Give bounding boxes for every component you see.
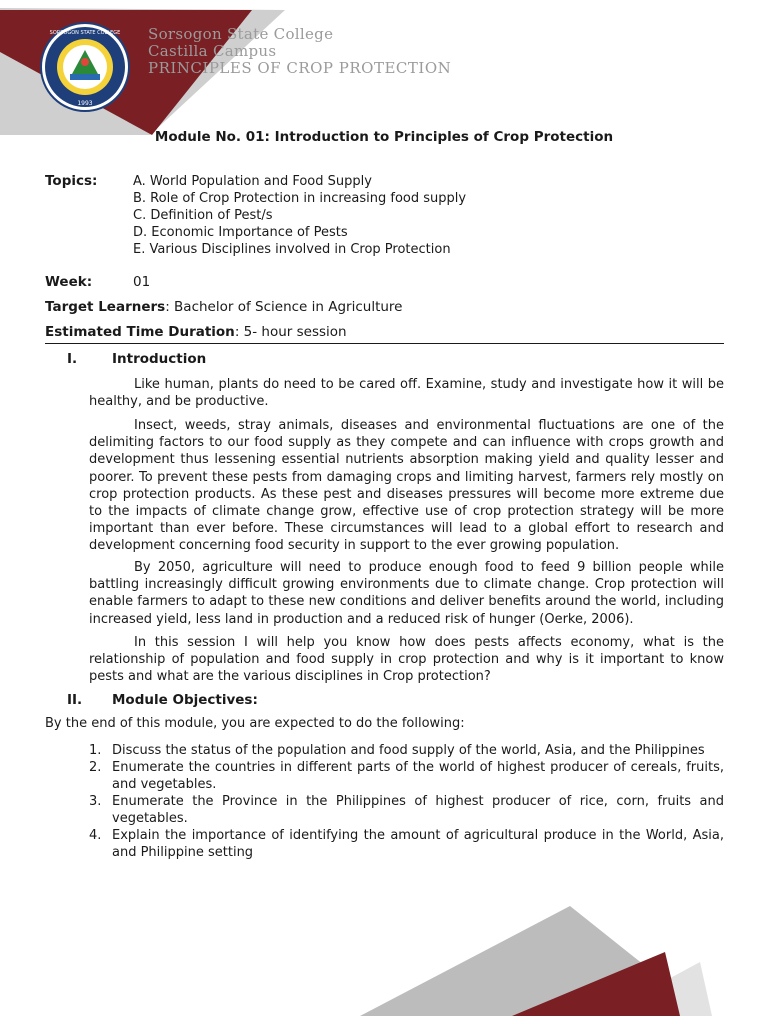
module-title: Module No. 01: Introduction to Principles of Crop Protection	[154, 129, 614, 145]
objective-text: Enumerate the Province in the Philippines of highest producer of rice, corn, fruits and vegetables.	[112, 794, 724, 826]
objective-text: Discuss the status of the population and food supply of the world, Asia, and the Philippines	[112, 743, 705, 758]
objective-item	[89, 827, 724, 861]
topics-label: Topics:	[45, 173, 98, 189]
topic-item: C. Definition of Pest/s	[133, 208, 273, 223]
objectives-list	[89, 742, 724, 861]
institution-header	[148, 26, 451, 77]
objective-text: Explain the importance of identifying the amount of agricultural produce in the World, Asia, and Philippine setting	[112, 828, 724, 860]
intro-paragraph: By 2050, agriculture will need to produce enough food to feed 9 billion people while battling increasingly difficult growing environments due to climate change. Crop protection will enable farmers to adapt to these new conditions and deliver benefits around the world, including increased yield, less land in production and a reduced risk of hunger (Oerke, 2006).	[89, 560, 724, 627]
section-divider	[45, 343, 724, 344]
topic-item: E. Various Disciplines involved in Crop Protection	[133, 242, 451, 257]
topics-list	[133, 173, 466, 258]
seal-text-top: SORSOGON STATE COLLEGE	[49, 30, 121, 36]
objective-item	[89, 759, 724, 793]
objective-number: 2.	[89, 760, 102, 775]
objectives-lead: By the end of this module, you are expected to do the following:	[45, 716, 465, 731]
objective-number: 1.	[89, 743, 102, 758]
campus-name: Castilla Campus	[148, 42, 277, 60]
footer-banner	[0, 880, 768, 1024]
target-row	[45, 299, 402, 315]
duration-label: Estimated Time Duration	[45, 324, 235, 340]
target-label: Target Learners	[45, 299, 166, 315]
topic-item: D. Economic Importance of Pests	[133, 225, 348, 240]
duration-row	[45, 324, 347, 340]
objectives-numeral: II.	[67, 692, 83, 708]
objective-item	[89, 793, 724, 827]
intro-paragraph: In this session I will help you know how does pests affects economy, what is the relationship of population and food supply in crop protection and why is it important to know pests and what are the various disciplines in Crop protection?	[89, 635, 724, 685]
college-seal-icon	[40, 22, 130, 112]
objective-number: 4.	[89, 828, 102, 843]
week-label: Week:	[45, 274, 93, 290]
college-name: Sorsogon State College	[148, 25, 334, 43]
intro-paragraph: Like human, plants do need to be cared off. Examine, study and investigate how it will be healthy, and be productive.	[89, 377, 724, 410]
duration-value: : 5- hour session	[234, 324, 347, 340]
seal-year: 1993	[77, 100, 93, 107]
week-row	[45, 274, 92, 290]
objectives-heading: Module Objectives:	[112, 692, 258, 708]
week-value: 01	[133, 274, 151, 290]
topic-item: A. World Population and Food Supply	[133, 174, 372, 189]
intro-paragraph: Insect, weeds, stray animals, diseases and environmental fluctuations are one of the delimiting factors to our food supply as they compete and can influence with crops growth and development thus lessening essential nutrients absorption making yield and quality lesser and poorer. To prevent these pests from damaging crops and limiting harvest, farmers rely mostly on crop protection products. As these pest and diseases pressures will become more extreme due to the impacts of climate change grow, effective use of crop protection strategy will be more important than ever before. These circumstances will lead to a global effort to research and development concerning food security in support to the ever growing population.	[89, 418, 724, 554]
topic-item: B. Role of Crop Protection in increasing food supply	[133, 191, 467, 206]
intro-heading: Introduction	[112, 351, 207, 367]
objective-text: Enumerate the countries in different parts of the world of highest producer of cereals, fruits, and vegetables.	[112, 760, 724, 792]
objective-item	[89, 742, 724, 759]
intro-numeral: I.	[67, 351, 78, 367]
objective-number: 3.	[89, 794, 102, 809]
course-name: PRINCIPLES OF CROP PROTECTION	[148, 59, 452, 77]
target-value: : Bachelor of Science in Agriculture	[165, 299, 403, 315]
